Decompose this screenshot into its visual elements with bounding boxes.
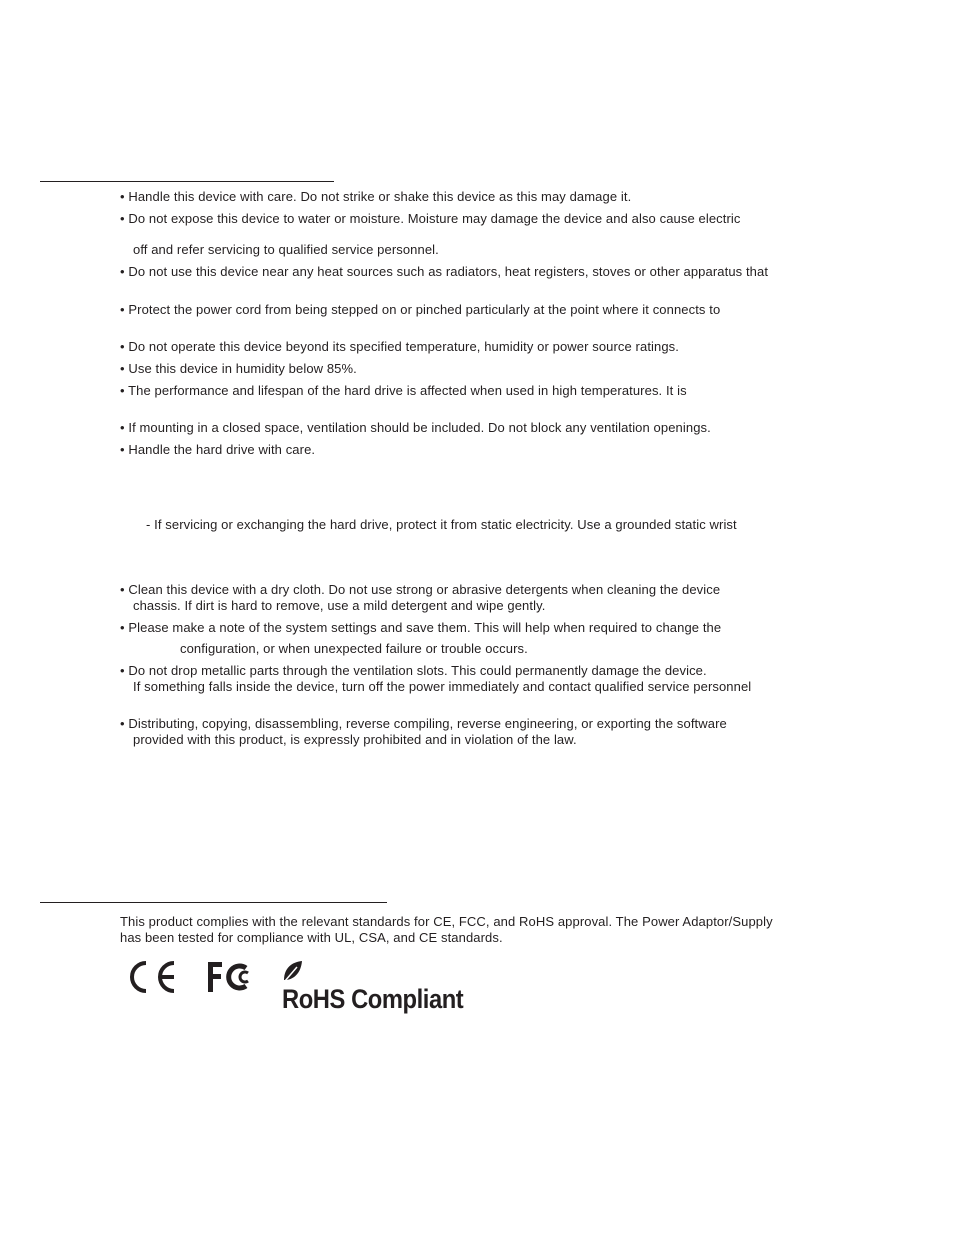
- list-item: • Please make a note of the system settings and save them. This will help when required to change the: [120, 620, 722, 635]
- section-rule-precautions: [40, 181, 334, 182]
- list-item: configuration, or when unexpected failure or trouble occurs.: [180, 641, 528, 656]
- list-item: • The performance and lifespan of the hard drive is affected when used in high temperatures. It is: [120, 383, 687, 398]
- rohs-logo: [282, 958, 494, 1015]
- list-item: • Do not drop metallic parts through the ventilation slots. This could permanently damage the device.: [120, 663, 707, 678]
- section-rule-compliance: [40, 902, 387, 903]
- ce-logo: [124, 960, 180, 999]
- list-item: • Handle the hard drive with care.: [120, 442, 316, 457]
- list-item: • Use this device in humidity below 85%.: [120, 361, 357, 376]
- list-item: • Protect the power cord from being stepped on or pinched particularly at the point where it connects to: [120, 302, 721, 317]
- fcc-logo: [206, 960, 256, 999]
- list-item: provided with this product, is expressly prohibited and in violation of the law.: [133, 732, 577, 747]
- compliance-line: This product complies with the relevant standards for CE, FCC, and RoHS approval. The Power Adaptor/Supply: [120, 914, 773, 929]
- list-item: If something falls inside the device, turn off the power immediately and contact qualified service personnel: [133, 679, 752, 694]
- list-item: • Handle this device with care. Do not strike or shake this device as this may damage it.: [120, 189, 632, 204]
- list-item: • If mounting in a closed space, ventilation should be included. Do not block any ventilation openings.: [120, 420, 711, 435]
- compliance-line: has been tested for compliance with UL, CSA, and CE standards.: [120, 930, 503, 945]
- list-item: • Do not operate this device beyond its specified temperature, humidity or power source ratings.: [120, 339, 679, 354]
- list-item: • Distributing, copying, disassembling, reverse compiling, reverse engineering, or exporting the software: [120, 716, 727, 731]
- list-item: off and refer servicing to qualified service personnel.: [133, 242, 439, 257]
- rohs-compliant-label: RoHS Compliant: [282, 984, 464, 1014]
- list-item: chassis. If dirt is hard to remove, use a mild detergent and wipe gently.: [133, 598, 546, 613]
- certification-logos: [124, 958, 494, 1014]
- list-item: • Do not expose this device to water or moisture. Moisture may damage the device and also cause electric: [120, 211, 741, 226]
- list-item: - If servicing or exchanging the hard drive, protect it from static electricity. Use a grounded static wrist: [146, 517, 737, 532]
- leaf-icon: [282, 958, 304, 984]
- list-item: • Clean this device with a dry cloth. Do not use strong or abrasive detergents when cleaning the device: [120, 582, 721, 597]
- list-item: • Do not use this device near any heat sources such as radiators, heat registers, stoves or other apparatus that: [120, 264, 769, 279]
